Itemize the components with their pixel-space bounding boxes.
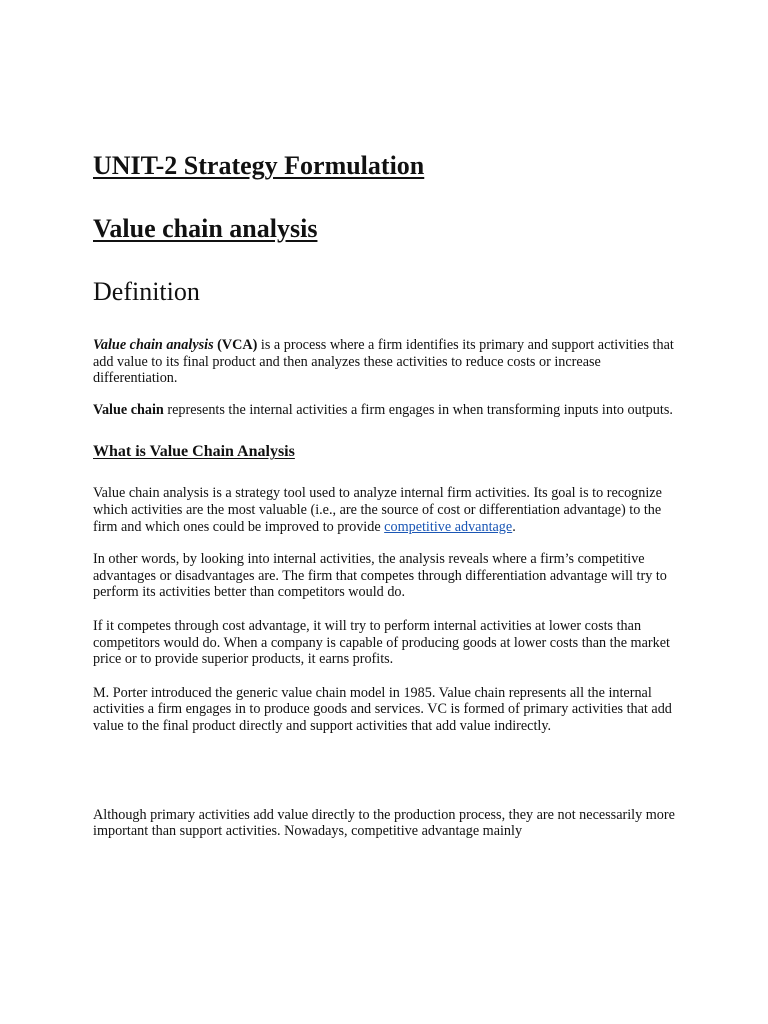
vca-abbreviation: (VCA) [217, 337, 258, 353]
competitive-advantage-link[interactable]: competitive advantage [384, 518, 513, 535]
definition-heading: Definition [93, 277, 200, 306]
value-chain-text: represents the internal activities a firm engages in when transforming inputs into outputs. [163, 401, 673, 418]
what-is-vca-paragraph [93, 485, 683, 535]
vca-definition-text: is a process where a firm identifies its primary and support activities that add value to its final product and then analyzes these activities to reduce costs or increase differentiation. [93, 337, 674, 387]
what-is-vca-heading: What is Value Chain Analysis [93, 443, 295, 461]
cost-advantage-paragraph: If it competes through cost advantage, it will try to perform internal activities at lower costs than competitors would do. When a company is capable of producing goods at lower costs than the market price or to provide superior products, it earns profits. [93, 617, 670, 668]
vca-term: Value chain analysis [93, 337, 214, 353]
document-page [93, 148, 683, 840]
vca-definition-paragraph [93, 337, 683, 387]
primary-activities-paragraph: Although primary activities add value directly to the production process, they are not necessarily more important than support activities. Nowadays, competitive advantage mainly [93, 806, 675, 840]
what-is-vca-text: Value chain analysis is a strategy tool used to analyze internal firm activities. Its goal is to recognize which activities are the most valuable (i.e., are the source of cost or differentiation advantage) to the firm and which ones could be improved to provide [93, 485, 662, 535]
value-chain-paragraph [93, 402, 683, 419]
value-chain-term: Value chain [93, 401, 164, 418]
porter-paragraph: M. Porter introduced the generic value chain model in 1985. Value chain represents all the internal activities a firm engages in to produce goods and services. VC is formed of primary activities that add value to the final product directly and support activities that add value indirectly. [93, 684, 672, 734]
unit-title: UNIT-2 Strategy Formulation [93, 151, 425, 180]
other-words-paragraph: In other words, by looking into internal activities, the analysis reveals where a firm’s competitive advantages or disadvantages are. The firm that competes through differentiation advantage will try to perform its activities better than competitors would do. [93, 551, 667, 601]
section-title: Value chain analysis [93, 214, 318, 243]
what-is-vca-end: . [512, 518, 516, 535]
